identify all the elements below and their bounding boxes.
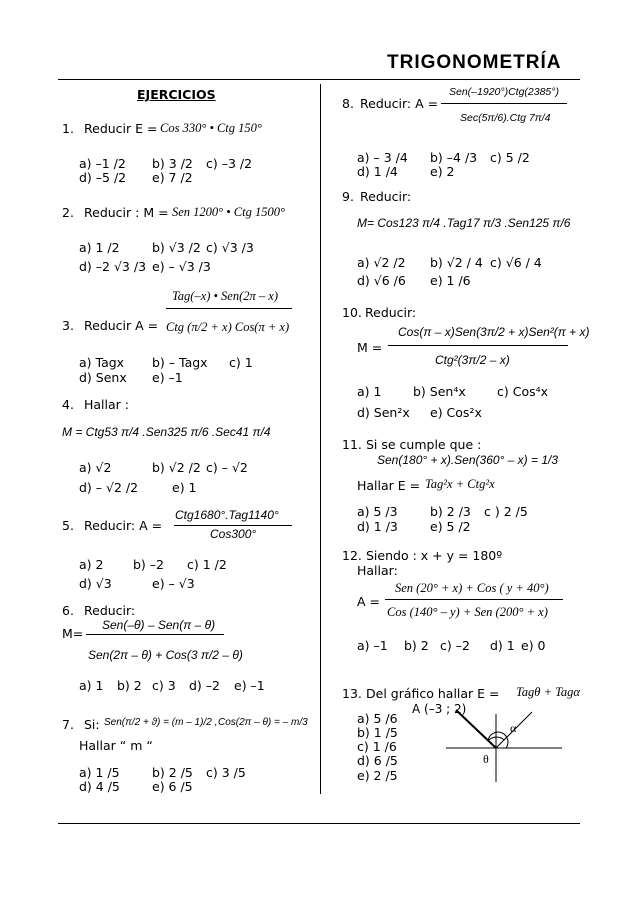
q8-number: 8. [342,96,354,111]
q13-text: Del gráfico hallar E = [366,686,500,701]
q1-option-c: c) –3 /2 [206,156,253,171]
q12-option-d: d) 1 [490,638,515,653]
q10-option-c: c) Cos⁴x [497,384,549,399]
q6-text: Reducir: [84,603,136,618]
q7-option-b: b) 2 /5 [152,765,193,780]
q5-text: Reducir: A = [84,518,163,533]
q3-option-e: e) –1 [152,370,183,385]
q4-option-d: d) – √2 /2 [79,480,139,495]
q6-fraction-bar [86,634,224,635]
q4-text: Hallar : [84,397,129,412]
q12-fraction-bar [385,599,563,600]
q1-option-d: d) –5 /2 [79,170,127,185]
q5-denominator: Cos300° [210,527,257,541]
q12-lhs: A = [357,594,380,609]
theta-label: θ [483,752,489,766]
q12-text: Siendo : x + y = 180º [366,548,503,563]
q6-numerator: Sen(–θ) – Sen(π – θ) [102,618,216,632]
q8-fraction-bar [441,103,567,104]
q11-text: Si se cumple que : [366,437,482,452]
q2-text: Reducir : M = [84,205,169,220]
q3-numerator: Tag(–x) • Sen(2π – x) [172,289,278,303]
q10-denominator: Ctg²(3π/2 – x) [435,353,510,367]
section-heading: EJERCICIOS [137,87,216,102]
q8-option-d: d) 1 /4 [357,164,398,179]
q4-option-b: b) √2 /2 [152,460,201,475]
q3-text: Reducir A = [84,318,159,333]
q12-option-a: a) –1 [357,638,388,653]
q7-option-e: e) 6 /5 [152,779,193,794]
q8-option-a: a) – 3 /4 [357,150,408,165]
q7-option-d: d) 4 /5 [79,779,120,794]
q3-option-c: c) 1 [229,355,253,370]
q13-number: 13. [342,686,362,701]
q11-option-e: e) 5 /2 [430,519,471,534]
q8-option-e: e) 2 [430,164,455,179]
q11-expression: Sen(180° + x).Sen(360° – x) = 1/3 [377,453,559,467]
q4-option-a: a) √2 [79,460,112,475]
q5-number: 5. [62,518,74,533]
q5-option-e: e) – √3 [152,576,195,591]
q1-expression: Cos 330° • Ctg 150° [160,121,262,135]
q11-line-2: Hallar E = [357,478,421,493]
q6-option-b: b) 2 [117,678,142,693]
q6-lhs: M= [62,626,84,641]
q13-option-b: b) 1 /5 [357,725,398,740]
q1-option-b: b) 3 /2 [152,156,193,171]
q9-number: 9. [342,189,354,204]
q9-option-b: b) √2 / 4 [430,255,483,270]
q1-option-a: a) –1 /2 [79,156,126,171]
q10-option-b: b) Sen⁴x [413,384,466,399]
q11-expression-2: Tag²x + Ctg²x [425,477,495,491]
q13-option-e: e) 2 /5 [357,768,398,783]
q10-numerator: Cos(π – x)Sen(3π/2 + x)Sen²(π + x) [398,325,590,339]
q12-numerator: Sen (20° + x) + Cos ( y + 40°) [395,581,549,595]
q3-fraction-bar [166,308,292,309]
q2-option-e: e) – √3 /3 [152,259,211,274]
q6-option-a: a) 1 [79,678,104,693]
page-title: TRIGONOMETRÍA [387,52,562,73]
q5-numerator: Ctg1680°.Tag1140° [175,508,279,522]
q6-number: 6. [62,603,74,618]
q12-line-2: Hallar: [357,563,398,578]
q2-option-a: a) 1 /2 [79,240,120,255]
q12-option-c: c) –2 [440,638,470,653]
q10-option-d: d) Sen²x [357,405,410,420]
q4-expression: M = Ctg53 π/4 .Sen325 π/6 .Sec41 π/4 [62,425,271,439]
q5-option-d: d) √3 [79,576,112,591]
q4-option-e: e) 1 [172,480,197,495]
q2-option-b: b) √3 /2 [152,240,201,255]
q9-text: Reducir: [360,189,412,204]
q3-number: 3. [62,318,74,333]
q7-line-2: Hallar “ m “ [79,738,153,753]
q12-option-e: e) 0 [521,638,546,653]
q1-text: Reducir E = [84,121,158,136]
q5-option-b: b) –2 [133,557,164,572]
q1-option-e: e) 7 /2 [152,170,193,185]
q7-number: 7. [62,717,74,732]
q6-option-d: d) –2 [189,678,220,693]
q9-expression: M= Cos123 π/4 .Tag17 π/3 .Sen125 π/6 [357,216,571,230]
q1-number: 1. [62,121,74,136]
q4-option-c: c) – √2 [206,460,248,475]
q11-number: 11. [342,437,362,452]
q7-option-a: a) 1 /5 [79,765,120,780]
q13-option-c: c) 1 /6 [357,739,397,754]
q7-option-c: c) 3 /5 [206,765,246,780]
column-divider [320,84,321,794]
q13-option-a: a) 5 /6 [357,711,398,726]
q2-expression: Sen 1200° • Ctg 1500° [172,205,285,219]
q11-option-c: c ) 2 /5 [484,504,528,519]
q5-fraction-bar [174,525,292,526]
q13-figure [412,700,570,790]
q10-fraction-bar [388,345,568,346]
q12-option-b: b) 2 [404,638,429,653]
q5-option-a: a) 2 [79,557,104,572]
q2-option-d: d) –2 √3 /3 [79,259,147,274]
q3-option-a: a) Tagx [79,355,125,370]
q10-number: 10. [342,305,362,320]
q6-denominator: Sen(2π – θ) + Cos(3 π/2 – θ) [88,648,243,662]
q12-number: 12. [342,548,362,563]
q3-option-b: b) – Tagx [152,355,208,370]
q8-text: Reducir: A = [360,96,439,111]
q2-number: 2. [62,205,74,220]
q10-lhs: M = [357,340,383,355]
q8-denominator: Sec(5π/6).Ctg 7π/4 [460,112,551,124]
q11-option-a: a) 5 /3 [357,504,398,519]
header-rule [58,79,580,80]
q9-option-c: c) √6 / 4 [490,255,542,270]
q10-option-e: e) Cos²x [430,405,482,420]
q6-option-e: e) –1 [234,678,265,693]
q13-expression: Tagθ + Tagα [516,685,580,699]
footer-rule [58,823,580,824]
q5-option-c: c) 1 /2 [187,557,227,572]
q9-option-e: e) 1 /6 [430,273,471,288]
q9-option-a: a) √2 /2 [357,255,406,270]
q12-denominator: Cos (140° – y) + Sen (200° + x) [387,605,548,619]
q10-text: Reducir: [365,305,417,320]
q3-option-d: d) Senx [79,370,127,385]
q3-denominator: Ctg (π/2 + x) Cos(π + x) [166,320,290,334]
q8-option-b: b) –4 /3 [430,150,478,165]
q8-option-c: c) 5 /2 [490,150,530,165]
point-a-label: A (–3 ; 2) [412,702,467,716]
q4-number: 4. [62,397,74,412]
q11-option-b: b) 2 /3 [430,504,471,519]
q8-numerator: Sen(–1920°)Ctg(2385°) [449,86,559,98]
alpha-label: α [510,721,517,735]
q7-text: Si: [84,717,100,732]
q10-option-a: a) 1 [357,384,382,399]
q2-option-c: c) √3 /3 [206,240,254,255]
q9-option-d: d) √6 /6 [357,273,406,288]
q13-option-d: d) 6 /5 [357,753,398,768]
q7-expression-1: Sen(π/2 + ϑ) = (m – 1)/2 , [104,717,218,728]
q6-option-c: c) 3 [152,678,176,693]
q11-option-d: d) 1 /3 [357,519,398,534]
q7-expression-2: Cos(2π – θ) = – m/3 [218,717,308,728]
